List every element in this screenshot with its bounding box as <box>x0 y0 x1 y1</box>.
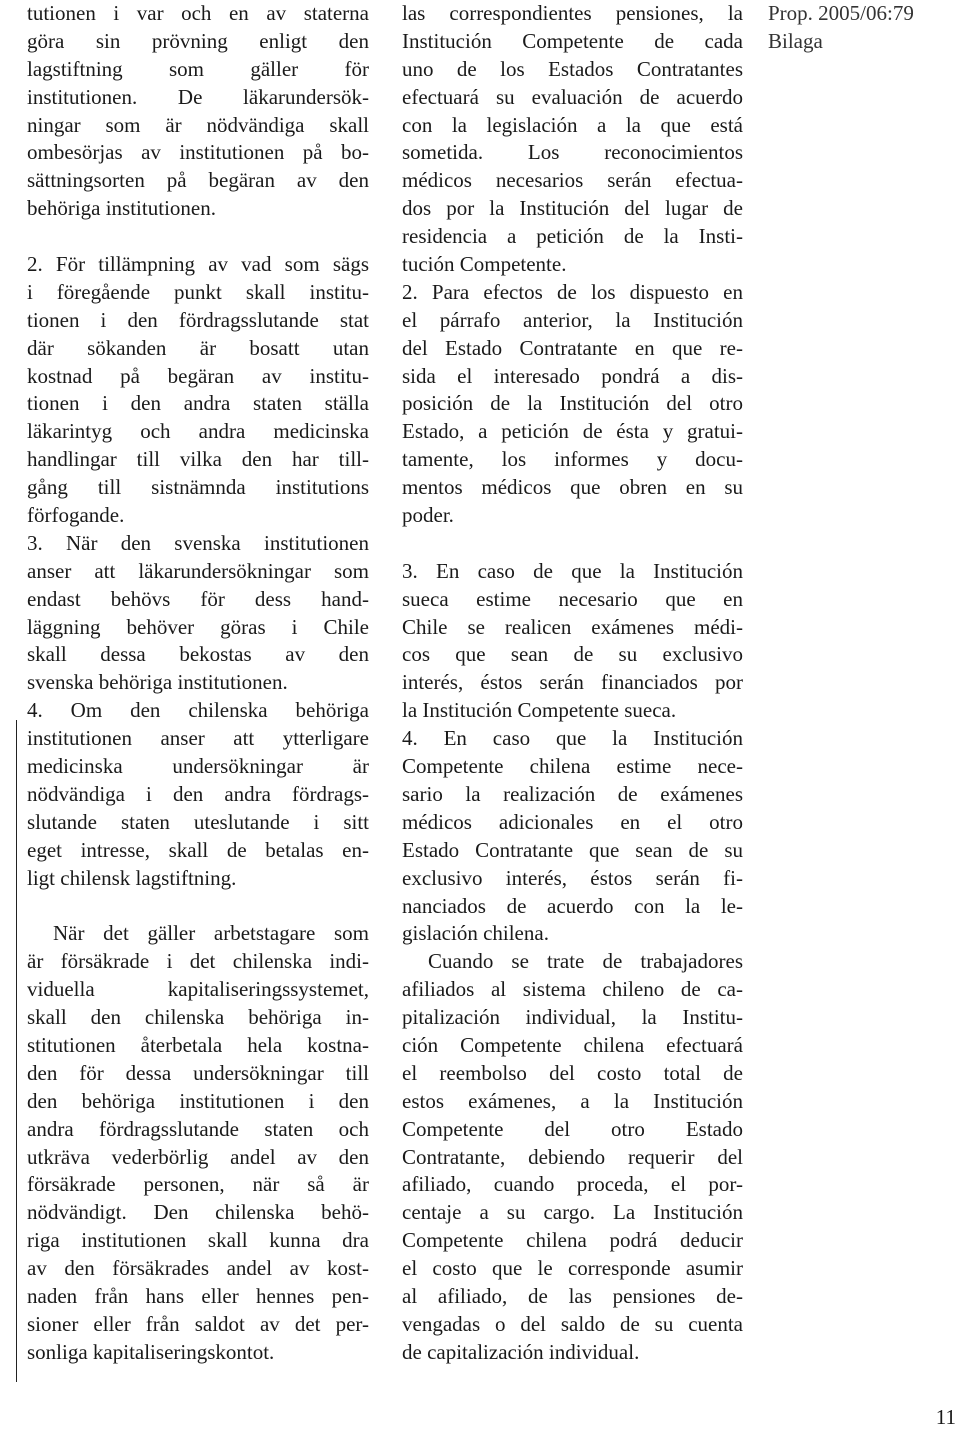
spanish-text-line: vengadas o del saldo de su cuenta <box>402 1311 743 1336</box>
spanish-text-line: Chile se realicen exámenes médi- <box>402 614 743 639</box>
page-number: 11 <box>935 1405 956 1429</box>
swedish-text-line: 2. För tillämpning av vad som sägs <box>27 252 369 277</box>
swedish-text-line: läggning behöver göras i Chile <box>27 614 369 639</box>
swedish-text-line: institutionen. De läkarundersök- <box>27 84 369 109</box>
swedish-text-line: skall den chilenska behöriga in- <box>27 1005 369 1030</box>
spanish-text-line: Competente chilena podrá deducir <box>402 1228 743 1253</box>
spanish-text-line: con la legislación a la que está <box>402 112 743 137</box>
swedish-text-line: eget intresse, skall de betalas en- <box>27 837 369 862</box>
spanish-text-line: 4. En caso que la Institución <box>402 726 743 751</box>
swedish-text-line: 3. När den svenska institutionen <box>27 530 369 555</box>
swedish-text-line: nödvändigt. Den chilenska behö- <box>27 1200 369 1225</box>
paragraph-spacer <box>27 223 369 251</box>
swedish-text-line: den för dessa undersökningar till <box>27 1060 369 1085</box>
spanish-text-line: exclusivo interés, éstos serán fi- <box>402 865 743 890</box>
swedish-text-line: medicinska undersökningar är <box>27 754 369 779</box>
spanish-text-line: sida el interesado pondrá a dis- <box>402 363 743 388</box>
spanish-text-line: de capitalización individual. <box>402 1339 640 1364</box>
spanish-text-line: tamente, los informes y docu- <box>402 447 743 472</box>
swedish-text-line: ligt chilensk lagstiftning. <box>27 865 237 890</box>
appendix-label: Bilaga <box>768 28 823 53</box>
spanish-text-column <box>402 0 743 1367</box>
spanish-text-line: sueca estime necesario que en <box>402 586 743 611</box>
paragraph-spacer <box>402 530 743 558</box>
spanish-text-line: la Institución Competente sueca. <box>402 698 677 723</box>
spanish-text-line: residencia a petición de la Insti- <box>402 224 743 249</box>
spanish-text-line: ción Competente chilena efectuará <box>402 1032 743 1057</box>
swedish-text-line: lagstiftning som gäller för <box>27 56 369 81</box>
swedish-text-line: sioner eller från saldot av det per- <box>27 1311 369 1336</box>
swedish-text-line: tionen i den fördragsslutande stat <box>27 307 369 332</box>
spanish-text-line: el reembolso del costo total de <box>402 1060 743 1085</box>
swedish-text-line: slutande staten uteslutande i sitt <box>27 809 369 834</box>
document-reference-header <box>768 0 914 56</box>
swedish-text-line: När det gäller arbetstagare som <box>53 921 369 946</box>
swedish-text-line: stitutionen återbetala hela kostna- <box>27 1032 369 1057</box>
spanish-text-line: nanciados de acuerdo con la le- <box>402 893 743 918</box>
swedish-text-line: skall dessa bekostas av den <box>27 642 369 667</box>
swedish-text-line: utkräva vederbörlig andel av den <box>27 1144 369 1169</box>
swedish-text-line: ombesörjas av institutionen på bo- <box>27 140 369 165</box>
swedish-text-line: läkarintyg och andra medicinska <box>27 419 369 444</box>
swedish-text-line: göra sin prövning enligt den <box>27 28 369 53</box>
swedish-text-line: tionen i den andra staten ställa <box>27 391 369 416</box>
spanish-text-line: 3. En caso de que la Institución <box>402 558 743 583</box>
spanish-text-line: sario la realización de exámenes <box>402 781 743 806</box>
swedish-text-line: i föregående punkt skall institu- <box>27 279 369 304</box>
proposition-number: Prop. 2005/06:79 <box>768 1 914 25</box>
swedish-text-line: sonliga kapitaliseringskontot. <box>27 1339 275 1364</box>
change-bar <box>16 720 17 1382</box>
swedish-text-line: naden från hans eller hennes pen- <box>27 1283 369 1308</box>
swedish-text-column <box>27 0 369 1367</box>
spanish-text-line: médicos adicionales en el otro <box>402 809 743 834</box>
spanish-text-line: uno de los Estados Contratantes <box>402 56 743 81</box>
spanish-text-line: mentos médicos que obren en su <box>402 475 743 500</box>
spanish-text-line: posición de la Institución del otro <box>402 391 743 416</box>
spanish-text-line: Contratante, debiendo requerir del <box>402 1144 743 1169</box>
spanish-text-line: Estado, a petición de ésta y gratui- <box>402 419 743 444</box>
swedish-text-line: nödvändiga i den andra fördrags- <box>27 781 369 806</box>
spanish-text-line: Competente chilena estime nece- <box>402 754 743 779</box>
spanish-text-line: estos exámenes, a la Institución <box>402 1088 743 1113</box>
swedish-text-line: kostnad på begäran av institu- <box>27 363 369 388</box>
swedish-text-line: är försäkrade i det chilenska indi- <box>27 949 369 974</box>
spanish-text-line: cos que sean de su exclusivo <box>402 642 743 667</box>
spanish-text-line: poder. <box>402 503 454 528</box>
paragraph-spacer <box>27 893 369 921</box>
swedish-text-line: endast behövs för dess hand- <box>27 586 369 611</box>
swedish-text-line: ningar som är nödvändiga skall <box>27 112 369 137</box>
spanish-text-line: interés, éstos serán financiados por <box>402 670 743 695</box>
spanish-text-line: al afiliado, de las pensiones de- <box>402 1283 743 1308</box>
spanish-text-line: del Estado Contratante en que re- <box>402 335 743 360</box>
spanish-text-line: efectuará su evaluación de acuerdo <box>402 84 743 109</box>
spanish-text-line: las correspondientes pensiones, la <box>402 1 743 25</box>
swedish-text-line: institutionen anser att ytterligare <box>27 726 369 751</box>
swedish-text-line: förfogande. <box>27 503 125 528</box>
swedish-text-line: viduella kapitaliseringssystemet, <box>27 977 369 1002</box>
spanish-text-line: 2. Para efectos de los dispuesto en <box>402 279 743 304</box>
spanish-text-line: pitalización individual, la Institu- <box>402 1005 743 1030</box>
swedish-text-line: gång till sistnämnda institutions <box>27 475 369 500</box>
swedish-text-line: den behöriga institutionen i den <box>27 1088 369 1113</box>
swedish-text-line: av den försäkrades andel av kost- <box>27 1256 369 1281</box>
swedish-text-line: sättningsorten på begäran av den <box>27 168 369 193</box>
spanish-text-line: Competente del otro Estado <box>402 1116 743 1141</box>
spanish-text-line: afiliado, cuando proceda, el por- <box>402 1172 743 1197</box>
swedish-text-line: andra fördragsslutande staten och <box>27 1116 369 1141</box>
swedish-text-line: riga institutionen skall kunna dra <box>27 1228 369 1253</box>
spanish-text-line: el costo que le corresponde asumir <box>402 1256 743 1281</box>
spanish-text-line: Institución Competente de cada <box>402 28 743 53</box>
spanish-text-line: centaje a su cargo. La Institución <box>402 1200 743 1225</box>
spanish-text-line: Cuando se trate de trabajadores <box>428 949 743 974</box>
swedish-text-line: behöriga institutionen. <box>27 196 216 221</box>
spanish-text-line: Estado Contratante que sean de su <box>402 837 743 862</box>
spanish-text-line: gislación chilena. <box>402 921 549 946</box>
spanish-text-line: dos por la Institución del lugar de <box>402 196 743 221</box>
spanish-text-line: médicos necesarios serán efectua- <box>402 168 743 193</box>
swedish-text-line: 4. Om den chilenska behöriga <box>27 698 369 723</box>
swedish-text-line: handlingar till vilka den har till- <box>27 447 369 472</box>
spanish-text-line: el párrafo anterior, la Institución <box>402 307 743 332</box>
swedish-text-line: tutionen i var och en av staterna <box>27 1 369 25</box>
spanish-text-line: afiliados al sistema chileno de ca- <box>402 977 743 1002</box>
spanish-text-line: sometida. Los reconocimientos <box>402 140 743 165</box>
spanish-text-line: tución Competente. <box>402 252 567 277</box>
swedish-text-line: där sökanden är bosatt utan <box>27 335 369 360</box>
swedish-text-line: svenska behöriga institutionen. <box>27 670 288 695</box>
swedish-text-line: anser att läkarundersökningar som <box>27 558 369 583</box>
swedish-text-line: försäkrade personen, när så är <box>27 1172 369 1197</box>
